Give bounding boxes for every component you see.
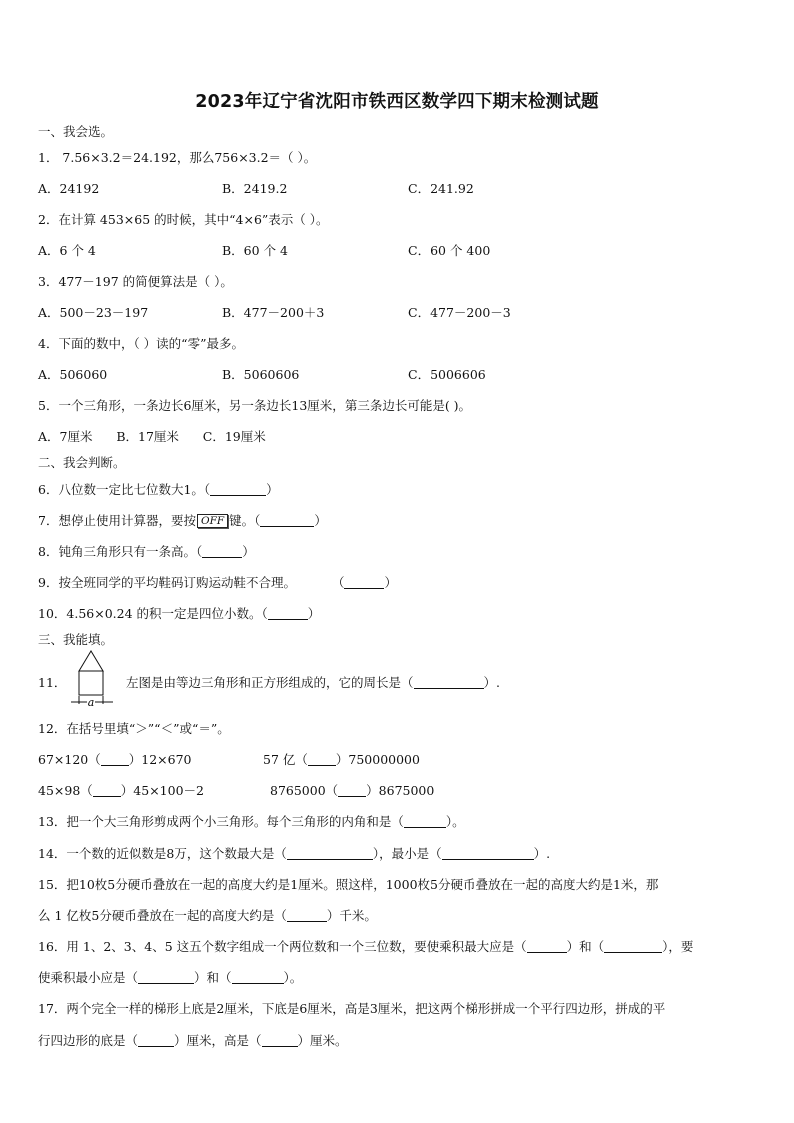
q10-text: 10．4.56×0.24 的积一定是四位小数。（ [38,606,268,621]
q16-tail-1: ），要 [662,939,694,954]
q16-max-blank-1[interactable] [527,940,567,953]
question-5: 5．一个三角形，一条边长6厘米，另一条边长13厘米，第三条边长可能是( )。 [38,398,472,413]
q14-mid: ），最小是（ [372,846,442,861]
page-title: 2023年辽宁省沈阳市铁西区数学四下期末检测试题 [195,92,599,112]
question-8 [38,542,255,560]
q16-mid-1: ）和（ [566,939,605,954]
q15-text: 么 1 亿枚5分硬币叠放在一起的高度大约是（ [38,908,287,923]
q8-close: ） [242,544,255,559]
q12-item-4-left: 8765000（ [270,783,339,798]
q11-close: ）. [483,675,500,690]
q2-option-a: A．6 个 4 [38,243,96,258]
q15-close: ）千米。 [326,908,377,923]
q12-item-4-blank[interactable] [338,784,366,797]
q5-options: A．7厘米 B．17厘米 C．19厘米 [38,429,266,444]
q9-open: （ [331,575,345,590]
q2-option-c: C．60 个 400 [408,243,491,258]
q10-close: ） [307,606,321,621]
question-3: 3．477－197 的简便算法是（ ）。 [38,274,233,289]
q3-option-c: C．477－200－3 [408,305,511,320]
q16-min-blank-2[interactable] [232,971,284,984]
q12-item-2-right: ）750000000 [335,752,420,767]
q12-item-3-blank[interactable] [93,784,121,797]
question-2: 2．在计算 453×65 的时候，其中“4×6”表示（ ）。 [38,212,329,227]
q7-answer-blank[interactable] [260,514,314,527]
question-17-line-1: 17．两个完全一样的梯形上底是2厘米，下底是6厘米，高是3厘米，把这两个梯形拼成一个平行四边形，拼成的平 [38,1001,666,1016]
question-16-line-1 [38,937,693,955]
question-7 [38,511,327,529]
question-15-line-1: 15．把10枚5分硬币叠放在一起的高度大约是1厘米。照这样，1000枚5分硬币叠放在一起的高度大约是1米，那 [38,877,659,892]
question-13 [38,812,465,830]
question-17-line-2 [38,1031,348,1049]
q2-option-b: B．60 个 4 [222,243,288,258]
question-9 [38,573,397,591]
q4-option-b: B．5060606 [222,367,300,382]
q16-max-blank-2[interactable] [604,940,662,953]
q3-option-a: A．500－23－197 [38,305,149,320]
q9-answer-blank[interactable] [344,576,384,589]
q17-close: ）厘米。 [297,1033,348,1048]
triangle-square-figure [70,648,122,710]
section-heading-2: 二、我会判断。 [38,455,126,470]
q10-answer-blank[interactable] [268,607,308,620]
figure-side-label: a [87,696,95,709]
q12-item-3-right: ）45×100－2 [120,783,204,798]
question-11-number: 11． [38,675,67,690]
q9-close: ） [384,575,397,590]
q8-answer-blank[interactable] [202,545,242,558]
question-4: 4．下面的数中，（ ）读的“零”最多。 [38,336,244,351]
q8-text: 8．钝角三角形只有一条高。（ [38,544,203,559]
q15-answer-blank[interactable] [287,909,327,922]
q13-text: 13．把一个大三角形剪成两个小三角形。每个三角形的内角和是（ [38,814,404,829]
q11-answer-blank[interactable] [414,676,484,689]
question-12: 12．在括号里填“＞”“＜”或“＝”。 [38,721,230,736]
q6-answer-blank[interactable] [210,483,266,496]
q12-item-4-right: ）8675000 [366,783,435,798]
question-10 [38,604,320,622]
q7-text: 7．想停止使用计算器，要按 [38,513,196,528]
q7-close: ） [314,513,327,528]
q12-item-2-left: 57 亿（ [263,752,308,767]
q17-height-blank[interactable] [262,1034,298,1047]
q17-text: 行四边形的底是（ [38,1033,139,1048]
q12-item-4 [270,781,434,799]
q3-option-b: B．477－200＋3 [222,305,325,320]
q14-text: 14．一个数的近似数是8万，这个数最大是（ [38,846,287,861]
q12-item-2-blank[interactable] [308,753,336,766]
q12-item-3-left: 45×98（ [38,783,93,798]
question-6 [38,480,279,498]
question-16-line-2 [38,968,302,986]
q1-option-c: C．241.92 [408,181,474,196]
question-11 [126,673,500,691]
q12-item-2 [263,750,420,768]
q14-max-blank[interactable] [287,847,373,860]
q16-min-blank-1[interactable] [138,971,194,984]
q13-close: ）。 [445,814,465,829]
q12-item-1-right: ）12×670 [128,752,192,767]
q9-text: 9．按全班同学的平均鞋码订购运动鞋不合理。 [38,575,296,590]
q6-text: 6．八位数一定比七位数大1。（ [38,482,211,497]
q16-text-2: 使乘积最小应是（ [38,970,139,985]
q13-answer-blank[interactable] [404,815,446,828]
q14-close: ）. [533,846,551,861]
question-1: 1． 7.56×3.2＝24.192，那么756×3.2＝（ ）。 [38,150,317,165]
section-heading-3: 三、我能填。 [38,632,114,647]
q7-text-2: 键。（ [229,513,261,528]
q16-text: 16．用 1、2、3、4、5 这五个数字组成一个两位数和一个三位数，要使乘积最大应是（ [38,939,527,954]
q12-item-1-left: 67×120（ [38,752,101,767]
q14-min-blank[interactable] [442,847,534,860]
q6-close: ） [266,482,279,497]
q12-item-3 [38,781,204,799]
off-key-icon: OFF [197,514,228,528]
q4-option-a: A．506060 [38,367,108,382]
q1-option-b: B．2419.2 [222,181,288,196]
q16-tail-2: ）。 [283,970,303,985]
q4-option-c: C．5006606 [408,367,486,382]
question-15-line-2 [38,906,377,924]
q1-option-a: A．24192 [38,181,100,196]
section-heading-1: 一、我会选。 [38,124,114,139]
q11-text: 左图是由等边三角形和正方形组成的，它的周长是（ [126,675,414,690]
q12-item-1-blank[interactable] [101,753,129,766]
q12-item-1 [38,750,192,768]
q17-mid: ）厘米，高是（ [174,1033,262,1048]
q17-base-blank[interactable] [138,1034,174,1047]
question-14 [38,844,550,862]
q16-mid-2: ）和（ [194,970,232,985]
